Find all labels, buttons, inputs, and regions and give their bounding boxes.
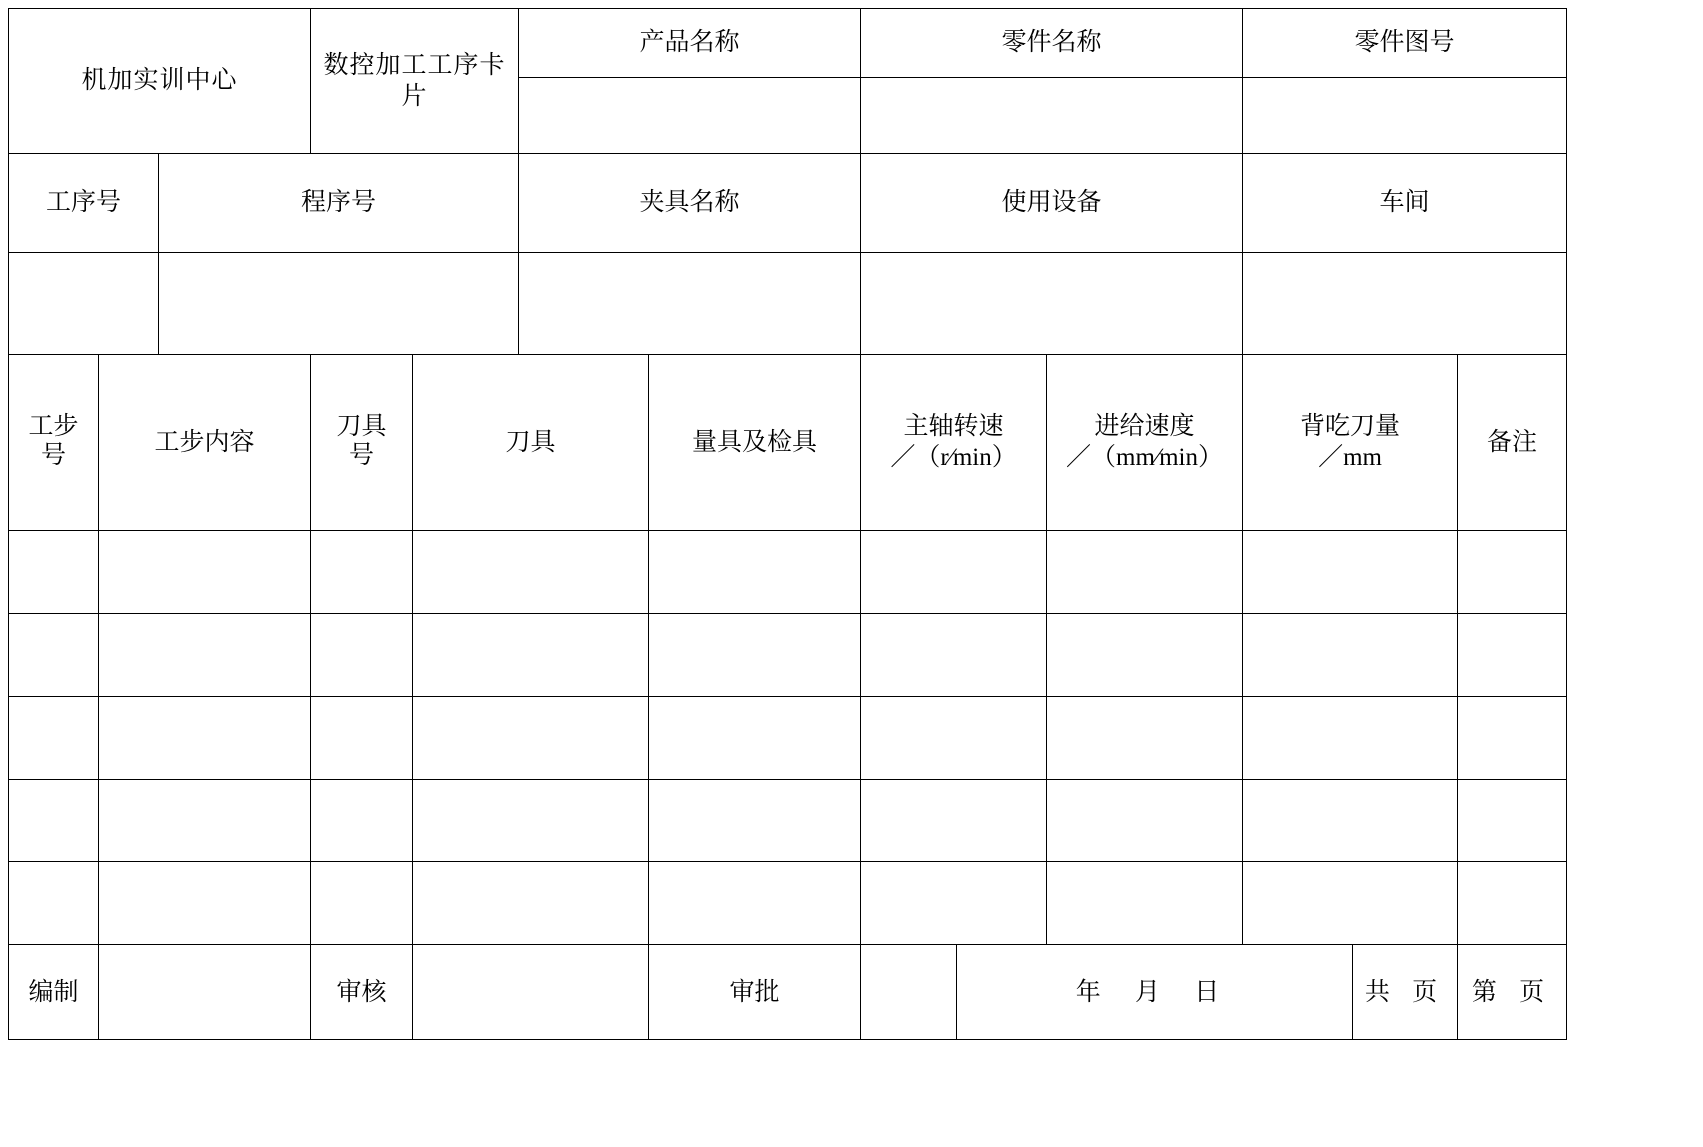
table-row (9, 530, 1567, 613)
col-header-step-no-line2: 号 (40, 442, 66, 470)
cell-step-no[interactable] (9, 779, 99, 862)
cell-feed-rate[interactable] (1047, 779, 1243, 862)
cell-remarks[interactable] (1458, 862, 1567, 945)
cell-tool[interactable] (413, 862, 649, 945)
col-header-cut-depth (1243, 354, 1458, 530)
cell-spindle-speed[interactable] (861, 530, 1047, 613)
col-header-spindle-speed (861, 354, 1047, 530)
cell-step-no[interactable] (9, 862, 99, 945)
cell-step-content[interactable] (99, 530, 311, 613)
approved-by-value[interactable] (861, 945, 957, 1040)
col-header-step-content: 工步内容 (99, 354, 311, 530)
col-header-feed-rate-line2: ／（mm∕min） (1066, 444, 1224, 472)
part-drawing-no-label: 零件图号 (1243, 9, 1567, 78)
cell-step-content[interactable] (99, 696, 311, 779)
cell-measuring-tools[interactable] (649, 530, 861, 613)
prepared-by-label: 编制 (9, 945, 99, 1040)
org-name: 机加实训中心 (9, 9, 311, 154)
cell-step-content[interactable] (99, 862, 311, 945)
cell-measuring-tools[interactable] (649, 862, 861, 945)
cell-remarks[interactable] (1458, 779, 1567, 862)
col-header-tool-no-line1: 刀具 (336, 413, 387, 441)
cell-measuring-tools[interactable] (649, 696, 861, 779)
cell-step-no[interactable] (9, 696, 99, 779)
prepared-by-value[interactable] (99, 945, 311, 1040)
cell-step-content[interactable] (99, 613, 311, 696)
cell-spindle-speed[interactable] (861, 613, 1047, 696)
page-no-label: 第 页 (1458, 945, 1567, 1040)
cell-step-no[interactable] (9, 530, 99, 613)
col-header-measuring-tools: 量具及检具 (649, 354, 861, 530)
process-card-sheet (8, 8, 1566, 1040)
checked-by-value[interactable] (413, 945, 649, 1040)
cell-tool-no[interactable] (311, 530, 413, 613)
product-name-label: 产品名称 (519, 9, 861, 78)
header-row-titles (9, 9, 1567, 78)
cell-feed-rate[interactable] (1047, 530, 1243, 613)
cell-feed-rate[interactable] (1047, 696, 1243, 779)
cell-tool[interactable] (413, 696, 649, 779)
header-row2-labels (9, 153, 1567, 252)
approved-by-label: 审批 (649, 945, 861, 1040)
col-header-feed-rate-line1: 进给速度 (1094, 412, 1195, 440)
program-no-label: 程序号 (159, 153, 519, 252)
table-row (9, 613, 1567, 696)
cell-remarks[interactable] (1458, 613, 1567, 696)
cell-spindle-speed[interactable] (861, 862, 1047, 945)
table-row (9, 696, 1567, 779)
part-name-value[interactable] (861, 77, 1243, 153)
cell-cut-depth[interactable] (1243, 696, 1458, 779)
equipment-value[interactable] (861, 253, 1243, 355)
checked-by-label: 审核 (311, 945, 413, 1040)
program-no-value[interactable] (159, 253, 519, 355)
cell-tool-no[interactable] (311, 613, 413, 696)
cell-step-content[interactable] (99, 779, 311, 862)
cell-step-no[interactable] (9, 613, 99, 696)
part-name-label: 零件名称 (861, 9, 1243, 78)
cell-cut-depth[interactable] (1243, 613, 1458, 696)
table-column-headers (9, 354, 1567, 530)
cell-cut-depth[interactable] (1243, 862, 1458, 945)
cell-remarks[interactable] (1458, 530, 1567, 613)
fixture-name-value[interactable] (519, 253, 861, 355)
cell-cut-depth[interactable] (1243, 779, 1458, 862)
table-row (9, 779, 1567, 862)
col-header-step-no (9, 354, 99, 530)
cell-measuring-tools[interactable] (649, 613, 861, 696)
cell-tool-no[interactable] (311, 862, 413, 945)
cell-tool[interactable] (413, 530, 649, 613)
col-header-step-no-line1: 工步 (28, 413, 79, 441)
col-header-spindle-speed-line1: 主轴转速 (903, 412, 1004, 440)
equipment-label: 使用设备 (861, 153, 1243, 252)
cell-spindle-speed[interactable] (861, 696, 1047, 779)
col-header-cut-depth-line1: 背吃刀量 (1300, 412, 1401, 440)
workshop-value[interactable] (1243, 253, 1567, 355)
col-header-remarks: 备注 (1458, 354, 1567, 530)
col-header-tool: 刀具 (413, 354, 649, 530)
col-header-tool-no-line2: 号 (349, 442, 375, 470)
date-label: 年 月 日 (957, 945, 1353, 1040)
total-pages-label: 共 页 (1353, 945, 1458, 1040)
cell-tool-no[interactable] (311, 696, 413, 779)
cell-tool[interactable] (413, 613, 649, 696)
cell-feed-rate[interactable] (1047, 613, 1243, 696)
cell-measuring-tools[interactable] (649, 779, 861, 862)
cell-tool[interactable] (413, 779, 649, 862)
cell-spindle-speed[interactable] (861, 779, 1047, 862)
part-drawing-no-value[interactable] (1243, 77, 1567, 153)
table-row (9, 862, 1567, 945)
cell-feed-rate[interactable] (1047, 862, 1243, 945)
col-header-spindle-speed-line2: ／（r∕min） (890, 444, 1017, 472)
workshop-label: 车间 (1243, 153, 1567, 252)
card-title: 数控加工工序卡片 (311, 9, 519, 154)
fixture-name-label: 夹具名称 (519, 153, 861, 252)
col-header-feed-rate (1047, 354, 1243, 530)
process-no-value[interactable] (9, 253, 159, 355)
col-header-cut-depth-line2: ／mm (1318, 444, 1382, 472)
footer-row (9, 945, 1567, 1040)
process-no-label: 工序号 (9, 153, 159, 252)
process-card-table (8, 8, 1567, 1040)
header-row2-values (9, 253, 1567, 355)
product-name-value[interactable] (519, 77, 861, 153)
cell-cut-depth[interactable] (1243, 530, 1458, 613)
cell-remarks[interactable] (1458, 696, 1567, 779)
cell-tool-no[interactable] (311, 779, 413, 862)
col-header-tool-no (311, 354, 413, 530)
